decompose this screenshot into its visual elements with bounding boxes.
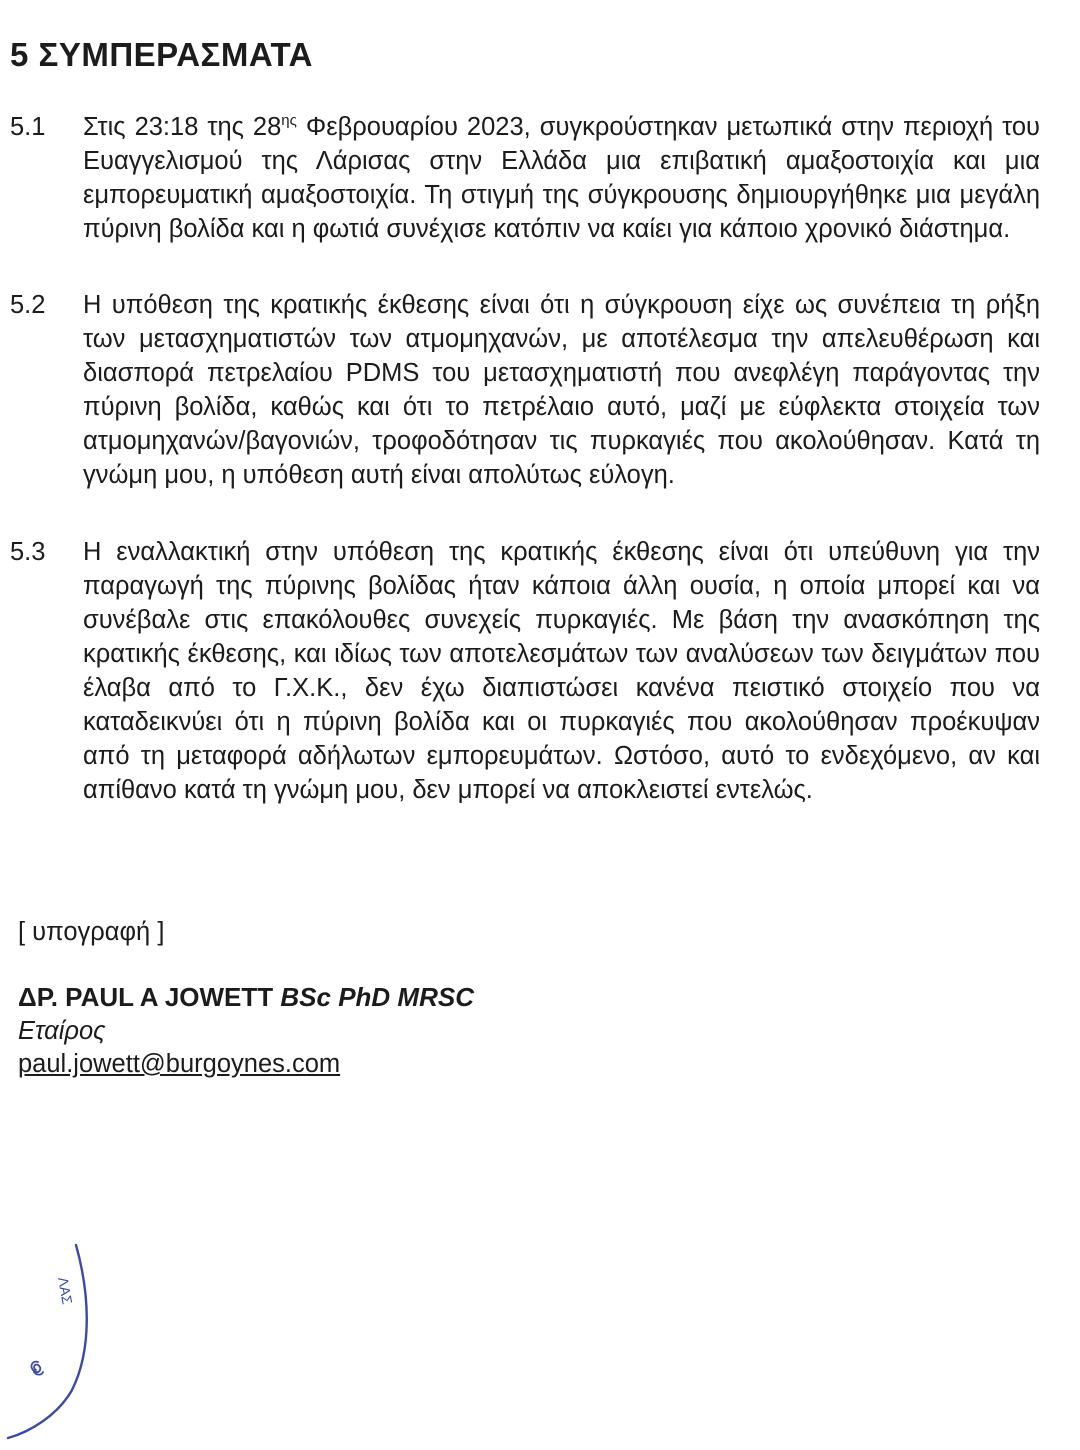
stamp-outer-arc (8, 1245, 87, 1438)
paragraph-text: Η υπόθεση της κρατικής έκθεσης είναι ότι η σύγκρουση είχε ως συνέπεια τη ρήξη των μετασχηματιστών των ατμομηχανών, με αποτέλεσμα την απελευθέρωση και διασπορά πετρελαίου PDMS του μετασχηματιστή που ανεφλέγη παράγοντας την πύρινη βολίδα, καθώς και ότι το πετρέλαιο αυτό, μαζί με εύφλεκτα στοιχεία των ατμομηχανών/βαγονιών, τροφοδότησαν τις πυρκαγιές που ακολούθησαν. Κατά τη γνώμη μου, η υπόθεση αυτή είναι απολύτως εύλογη. (83, 291, 1040, 489)
paragraph-text-rest: Φεβρουαρίου 2023, συγκρούστηκαν μετωπικά στην περιοχή του Ευαγγελισμού της Λάρισας στην Ελλάδα μια επιβατική αμαξοστοιχία και μια εμπορευματική αμαξοστοιχία. Τη στιγμή της σύγκρουσης δημιουργήθηκε μια μεγάλη πύρινη βολίδα και η φωτιά συνέχισε κατόπιν να καίει για κάποιο χρονικό διάστημα. (83, 113, 1041, 243)
author-role: Εταίρος (18, 1017, 106, 1045)
stamp-fragment-text: ΛΑΣ (55, 1275, 76, 1306)
ordinal-suffix: ης (281, 112, 297, 129)
paragraph-number: 5.1 (10, 113, 46, 141)
paragraph-text: Η εναλλακτική στην υπόθεση της κρατικής έκθεσης είναι ότι υπεύθυνη για την παραγωγή της πύρινης βολίδας ήταν κάποια άλλη ουσία, η οποία μπορεί και να συνέβαλε στις επακόλουθες συνεχείς πυρκαγιές. Με βάση την ανασκόπηση της κρατικής έκθεσης, και ιδίως των αποτελεσμάτων των αναλύσεων των δειγμάτων που έλαβα από το Γ.Χ.Κ., δεν έχω διαπιστώσει κανένα πειστικό στοιχείο που να καταδεικνύει ότι η πύρινη βολίδα και οι πυρκαγιές που ακολούθησαν προέκυψαν από τη μεταφορά αδήλωτων εμπορευμάτων. Ωστόσο, αυτό το ενδεχόμενο, αν και απίθανο κατά τη γνώμη μου, δεν μπορεί να αποκλειστεί εντελώς. (83, 538, 1040, 804)
paragraph-5-2 (10, 288, 1040, 492)
paragraph-5-3 (10, 535, 1040, 807)
paragraph-number: 5.2 (10, 291, 46, 319)
partial-stamp (0, 1240, 110, 1440)
stamp-glyph-mark (31, 1362, 43, 1375)
paragraph-number: 5.3 (10, 538, 46, 566)
paragraph-5-1 (10, 110, 1040, 246)
author-email-link[interactable]: paul.jowett@burgoynes.com (18, 1050, 341, 1078)
author-name: ΔΡ. PAUL A JOWETT (18, 982, 274, 1012)
paragraph-text-start: Στις 23:18 της 28 (83, 113, 282, 141)
paragraph-text (83, 110, 1040, 246)
section-title: 5 ΣΥΜΠΕΡΑΣΜΑΤΑ (10, 36, 313, 73)
author-qualifications: BSc PhD MRSC (280, 982, 474, 1012)
signature-placeholder: [ υπογραφή ] (18, 918, 165, 946)
author-name-line (18, 982, 474, 1013)
